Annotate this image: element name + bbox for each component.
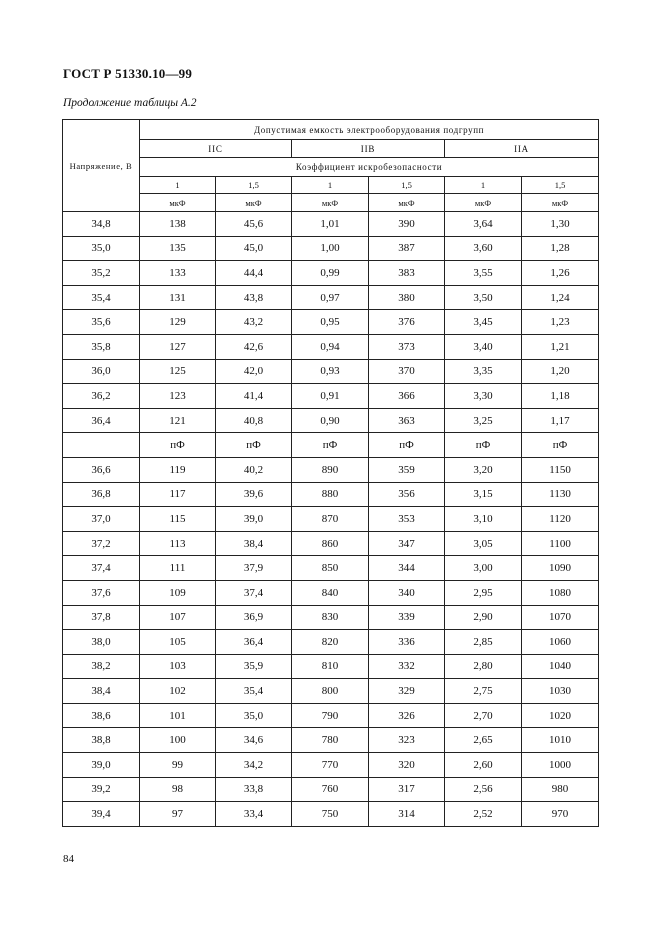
voltage-cell: 36,2 [63,384,140,409]
table-row [63,531,599,556]
capacitance-cell: 370 [369,359,445,384]
capacity-header: Допустимая емкость электрооборудования подгрупп [140,120,599,140]
capacitance-cell: 40,8 [216,408,292,433]
table-row [63,359,599,384]
table-row [63,236,599,261]
capacitance-cell: 3,10 [445,507,522,532]
voltage-cell: 39,4 [63,802,140,827]
capacitance-cell: 45,6 [216,212,292,237]
capacitance-cell: 34,2 [216,753,292,778]
voltage-cell: 34,8 [63,212,140,237]
capacitance-cell: 810 [292,654,369,679]
table-row [63,334,599,359]
voltage-cell: 38,4 [63,679,140,704]
voltage-cell: 38,8 [63,728,140,753]
unit-cell: пФ [445,433,522,458]
capacitance-cell: 1,26 [522,261,599,286]
capacitance-cell: 0,95 [292,310,369,335]
capacitance-cell: 2,65 [445,728,522,753]
capacitance-cell: 1040 [522,654,599,679]
voltage-cell: 37,2 [63,531,140,556]
voltage-cell: 35,8 [63,334,140,359]
capacitance-cell: 2,56 [445,777,522,802]
table-row [63,630,599,655]
capacitance-cell: 45,0 [216,236,292,261]
unit-cell: мкФ [522,194,599,212]
capacitance-cell: 860 [292,531,369,556]
capacitance-cell: 890 [292,457,369,482]
table-row [63,654,599,679]
capacitance-cell: 2,85 [445,630,522,655]
capacitance-cell: 314 [369,802,445,827]
voltage-cell: 39,2 [63,777,140,802]
capacitance-cell: 35,9 [216,654,292,679]
capacitance-cell: 390 [369,212,445,237]
capacitance-cell: 123 [140,384,216,409]
table-row [63,605,599,630]
capacitance-cell: 127 [140,334,216,359]
voltage-cell: 36,6 [63,457,140,482]
table-caption: Продолжение таблицы А.2 [63,97,197,109]
capacitance-cell: 880 [292,482,369,507]
unit-cell: мкФ [292,194,369,212]
capacitance-cell: 44,4 [216,261,292,286]
capacitance-cell: 1150 [522,457,599,482]
coefficient-cell: 1 [140,177,216,194]
capacitance-cell: 37,9 [216,556,292,581]
capacitance-cell: 117 [140,482,216,507]
group-header-iib: IIB [292,140,445,158]
page-number: 84 [63,853,74,865]
capacitance-cell: 870 [292,507,369,532]
capacitance-cell: 840 [292,580,369,605]
empty-cell [63,433,140,458]
capacitance-cell: 353 [369,507,445,532]
group-header-iia: IIA [445,140,599,158]
table-row [63,310,599,335]
capacitance-cell: 326 [369,703,445,728]
capacitance-cell: 1,18 [522,384,599,409]
coefficient-cell: 1 [445,177,522,194]
capacitance-cell: 1,01 [292,212,369,237]
capacitance-cell: 125 [140,359,216,384]
voltage-cell: 38,6 [63,703,140,728]
table-row [63,507,599,532]
capacitance-cell: 760 [292,777,369,802]
table-row [63,212,599,237]
capacitance-cell: 36,9 [216,605,292,630]
capacitance-cell: 102 [140,679,216,704]
capacitance-cell: 115 [140,507,216,532]
capacitance-cell: 980 [522,777,599,802]
capacitance-cell: 750 [292,802,369,827]
table-row [63,679,599,704]
capacitance-cell: 1020 [522,703,599,728]
unit-row [63,433,599,458]
capacitance-cell: 1090 [522,556,599,581]
table-row [63,408,599,433]
voltage-cell: 37,4 [63,556,140,581]
document-title: ГОСТ Р 51330.10—99 [63,66,193,81]
voltage-cell: 35,0 [63,236,140,261]
capacitance-cell: 2,95 [445,580,522,605]
capacitance-cell: 2,60 [445,753,522,778]
coefficient-cell: 1,5 [216,177,292,194]
capacitance-cell: 39,0 [216,507,292,532]
capacitance-table [62,119,599,827]
capacitance-cell: 1,00 [292,236,369,261]
capacitance-cell: 39,6 [216,482,292,507]
capacitance-cell: 1,28 [522,236,599,261]
capacitance-cell: 1080 [522,580,599,605]
unit-cell: пФ [216,433,292,458]
capacitance-cell: 135 [140,236,216,261]
capacitance-cell: 35,0 [216,703,292,728]
capacitance-cell: 1030 [522,679,599,704]
capacitance-cell: 356 [369,482,445,507]
capacitance-cell: 3,05 [445,531,522,556]
capacitance-cell: 33,4 [216,802,292,827]
capacitance-cell: 99 [140,753,216,778]
capacitance-cell: 1,20 [522,359,599,384]
capacitance-cell: 0,99 [292,261,369,286]
voltage-cell: 35,2 [63,261,140,286]
capacitance-cell: 43,8 [216,285,292,310]
capacitance-cell: 1060 [522,630,599,655]
capacitance-cell: 800 [292,679,369,704]
capacitance-cell: 109 [140,580,216,605]
table-row [63,753,599,778]
capacitance-cell: 1,30 [522,212,599,237]
capacitance-cell: 380 [369,285,445,310]
table-row [63,777,599,802]
capacitance-cell: 131 [140,285,216,310]
coefficient-cell: 1 [292,177,369,194]
capacitance-cell: 3,00 [445,556,522,581]
capacitance-cell: 2,90 [445,605,522,630]
capacitance-cell: 100 [140,728,216,753]
table-row [63,482,599,507]
capacitance-cell: 0,93 [292,359,369,384]
voltage-cell: 37,0 [63,507,140,532]
table-row [63,728,599,753]
capacitance-cell: 340 [369,580,445,605]
capacitance-cell: 0,94 [292,334,369,359]
table-row [63,384,599,409]
capacitance-cell: 1120 [522,507,599,532]
capacitance-cell: 830 [292,605,369,630]
capacitance-cell: 101 [140,703,216,728]
capacitance-cell: 3,45 [445,310,522,335]
table-row [63,261,599,286]
voltage-cell: 36,4 [63,408,140,433]
capacitance-cell: 336 [369,630,445,655]
capacitance-cell: 41,4 [216,384,292,409]
capacitance-cell: 2,52 [445,802,522,827]
capacitance-cell: 3,40 [445,334,522,359]
unit-cell: мкФ [445,194,522,212]
table-row [63,457,599,482]
capacitance-cell: 332 [369,654,445,679]
capacitance-cell: 138 [140,212,216,237]
capacitance-cell: 1,17 [522,408,599,433]
unit-cell: пФ [369,433,445,458]
capacitance-cell: 38,4 [216,531,292,556]
capacitance-cell: 383 [369,261,445,286]
coefficient-cell: 1,5 [522,177,599,194]
capacitance-cell: 133 [140,261,216,286]
capacitance-cell: 3,60 [445,236,522,261]
capacitance-cell: 3,20 [445,457,522,482]
unit-cell: пФ [292,433,369,458]
unit-cell: пФ [522,433,599,458]
capacitance-cell: 35,4 [216,679,292,704]
table-row [63,580,599,605]
voltage-header: Напряжение, В [63,120,140,212]
capacitance-cell: 98 [140,777,216,802]
capacitance-cell: 121 [140,408,216,433]
capacitance-cell: 113 [140,531,216,556]
capacitance-cell: 129 [140,310,216,335]
capacitance-cell: 105 [140,630,216,655]
capacitance-cell: 103 [140,654,216,679]
table-row [63,703,599,728]
voltage-cell: 35,4 [63,285,140,310]
capacitance-cell: 320 [369,753,445,778]
capacitance-cell: 820 [292,630,369,655]
unit-cell: пФ [140,433,216,458]
capacitance-cell: 2,80 [445,654,522,679]
capacitance-cell: 1070 [522,605,599,630]
capacitance-cell: 0,90 [292,408,369,433]
group-header-iic: IIC [140,140,292,158]
capacitance-cell: 366 [369,384,445,409]
capacitance-cell: 3,15 [445,482,522,507]
capacitance-cell: 2,75 [445,679,522,704]
capacitance-cell: 3,30 [445,384,522,409]
capacitance-cell: 1100 [522,531,599,556]
table-row [63,802,599,827]
voltage-cell: 39,0 [63,753,140,778]
capacitance-cell: 33,8 [216,777,292,802]
capacitance-cell: 1010 [522,728,599,753]
table-row [63,556,599,581]
capacitance-cell: 323 [369,728,445,753]
voltage-cell: 37,6 [63,580,140,605]
voltage-cell: 38,2 [63,654,140,679]
capacitance-cell: 1000 [522,753,599,778]
capacitance-cell: 770 [292,753,369,778]
capacitance-cell: 1,23 [522,310,599,335]
capacitance-cell: 1,21 [522,334,599,359]
capacitance-cell: 0,91 [292,384,369,409]
capacitance-cell: 780 [292,728,369,753]
capacitance-cell: 317 [369,777,445,802]
capacitance-cell: 43,2 [216,310,292,335]
capacitance-cell: 790 [292,703,369,728]
coefficient-cell: 1,5 [369,177,445,194]
capacitance-cell: 3,55 [445,261,522,286]
capacitance-cell: 3,25 [445,408,522,433]
voltage-cell: 38,0 [63,630,140,655]
capacitance-cell: 34,6 [216,728,292,753]
capacitance-cell: 37,4 [216,580,292,605]
capacitance-cell: 347 [369,531,445,556]
unit-cell: мкФ [140,194,216,212]
voltage-cell: 36,0 [63,359,140,384]
table-row [63,285,599,310]
capacitance-cell: 970 [522,802,599,827]
unit-cell: мкФ [369,194,445,212]
voltage-cell: 36,8 [63,482,140,507]
spark-coefficient-header: Коэффициент искробезопасности [140,158,599,177]
capacitance-cell: 119 [140,457,216,482]
capacitance-cell: 107 [140,605,216,630]
unit-cell: мкФ [216,194,292,212]
capacitance-cell: 2,70 [445,703,522,728]
capacitance-cell: 97 [140,802,216,827]
capacitance-cell: 3,50 [445,285,522,310]
capacitance-cell: 0,97 [292,285,369,310]
capacitance-cell: 376 [369,310,445,335]
capacitance-cell: 363 [369,408,445,433]
capacitance-cell: 344 [369,556,445,581]
capacitance-cell: 387 [369,236,445,261]
capacitance-cell: 3,64 [445,212,522,237]
capacitance-cell: 3,35 [445,359,522,384]
capacitance-cell: 329 [369,679,445,704]
voltage-cell: 37,8 [63,605,140,630]
capacitance-cell: 40,2 [216,457,292,482]
capacitance-cell: 339 [369,605,445,630]
capacitance-cell: 1130 [522,482,599,507]
capacitance-cell: 42,6 [216,334,292,359]
capacitance-cell: 42,0 [216,359,292,384]
capacitance-cell: 1,24 [522,285,599,310]
capacitance-cell: 850 [292,556,369,581]
capacitance-cell: 373 [369,334,445,359]
capacitance-cell: 36,4 [216,630,292,655]
voltage-cell: 35,6 [63,310,140,335]
capacitance-cell: 111 [140,556,216,581]
capacitance-cell: 359 [369,457,445,482]
